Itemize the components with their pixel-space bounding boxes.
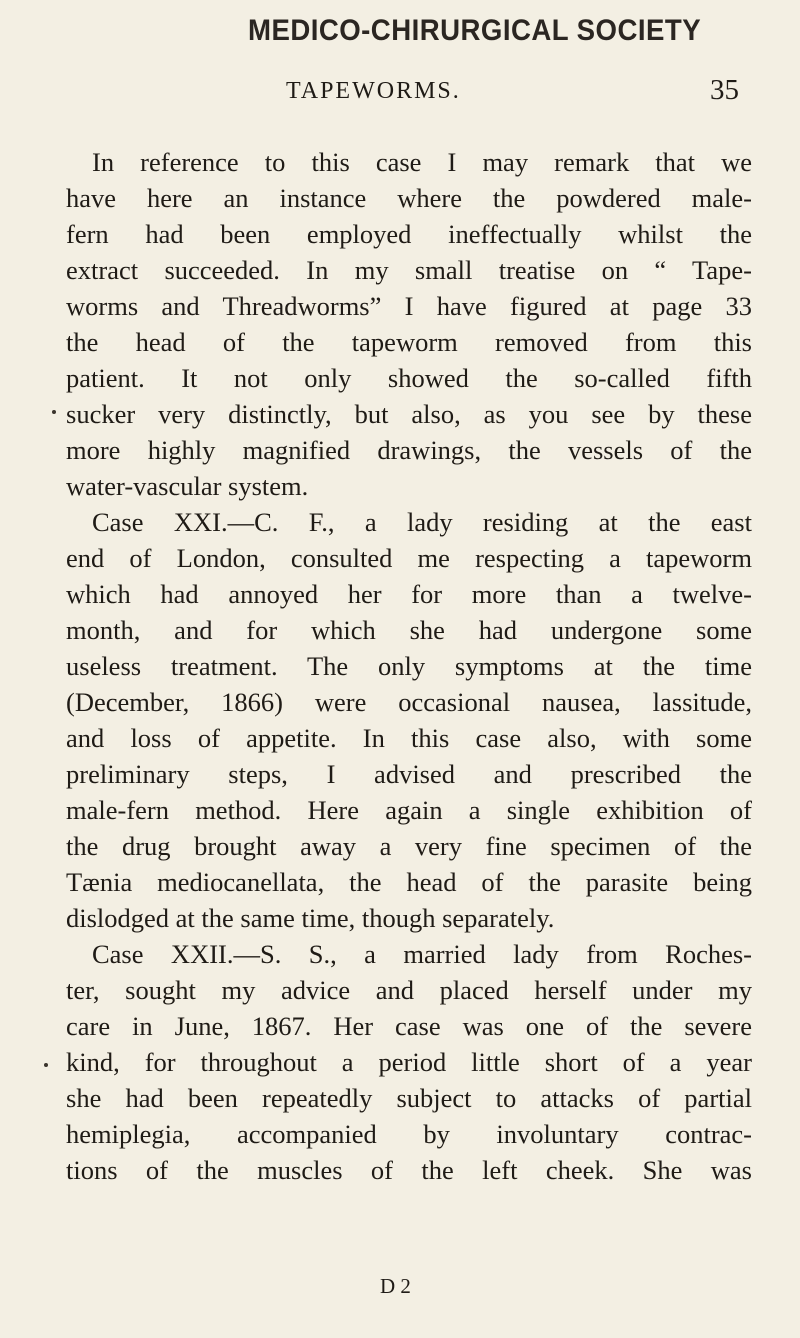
text-line: In reference to this case I may remark that we [92, 147, 752, 177]
page-number: 35 [710, 74, 739, 106]
text-line: tions of the muscles of the left cheek. She was [66, 1155, 752, 1185]
running-header [0, 76, 800, 112]
text-line: male-fern method. Here again a single exhibition of [66, 795, 752, 825]
text-line: more highly magnified drawings, the vessels of the [66, 435, 752, 465]
text-line: patient. It not only showed the so-called fifth [66, 363, 752, 393]
margin-speck [52, 410, 56, 414]
text-line: (December, 1866) were occasional nausea, lassitude, [66, 687, 752, 717]
margin-speck [44, 1063, 48, 1067]
text-line: have here an instance where the powdered male- [66, 183, 752, 213]
text-line: month, and for which she had undergone some [66, 615, 752, 645]
text-line: which had annoyed her for more than a twelve- [66, 579, 752, 609]
text-line: Tænia mediocanellata, the head of the parasite being [66, 867, 752, 897]
text-line: extract succeeded. In my small treatise on “ Tape- [66, 255, 752, 285]
case-heading-line: Case XXII.—S. S., a married lady from Roches- [92, 939, 752, 969]
text-line: the drug brought away a very fine specimen of the [66, 831, 752, 861]
text-line: fern had been employed ineffectually whilst the [66, 219, 752, 249]
library-stamp: MEDICO-CHIRURGICAL SOCIETY [248, 14, 702, 47]
text-line: she had been repeatedly subject to attacks of partial [66, 1083, 752, 1113]
text-line: care in June, 1867. Her case was one of the severe [66, 1011, 752, 1041]
text-line: kind, for throughout a period little short of a year [66, 1047, 752, 1077]
text-line: ter, sought my advice and placed herself under my [66, 975, 752, 1005]
text-line: and loss of appetite. In this case also, with some [66, 723, 752, 753]
text-line: end of London, consulted me respecting a tapeworm [66, 543, 752, 573]
case-heading-line: Case XXI.—C. F., a lady residing at the east [92, 507, 752, 537]
text-line: water-vascular system. [66, 471, 309, 501]
text-line: dislodged at the same time, though separately. [66, 903, 555, 933]
text-line: the head of the tapeworm removed from this [66, 327, 752, 357]
printer-signature: D 2 [380, 1274, 411, 1298]
body-text [66, 144, 752, 1188]
text-line: hemiplegia, accompanied by involuntary contrac- [66, 1119, 752, 1149]
text-line: worms and Threadworms” I have figured at page 33 [66, 291, 752, 321]
text-line: preliminary steps, I advised and prescribed the [66, 759, 752, 789]
text-line: useless treatment. The only symptoms at the time [66, 651, 752, 681]
running-title: TAPEWORMS. [286, 78, 461, 104]
text-line: sucker very distinctly, but also, as you see by these [66, 399, 752, 429]
